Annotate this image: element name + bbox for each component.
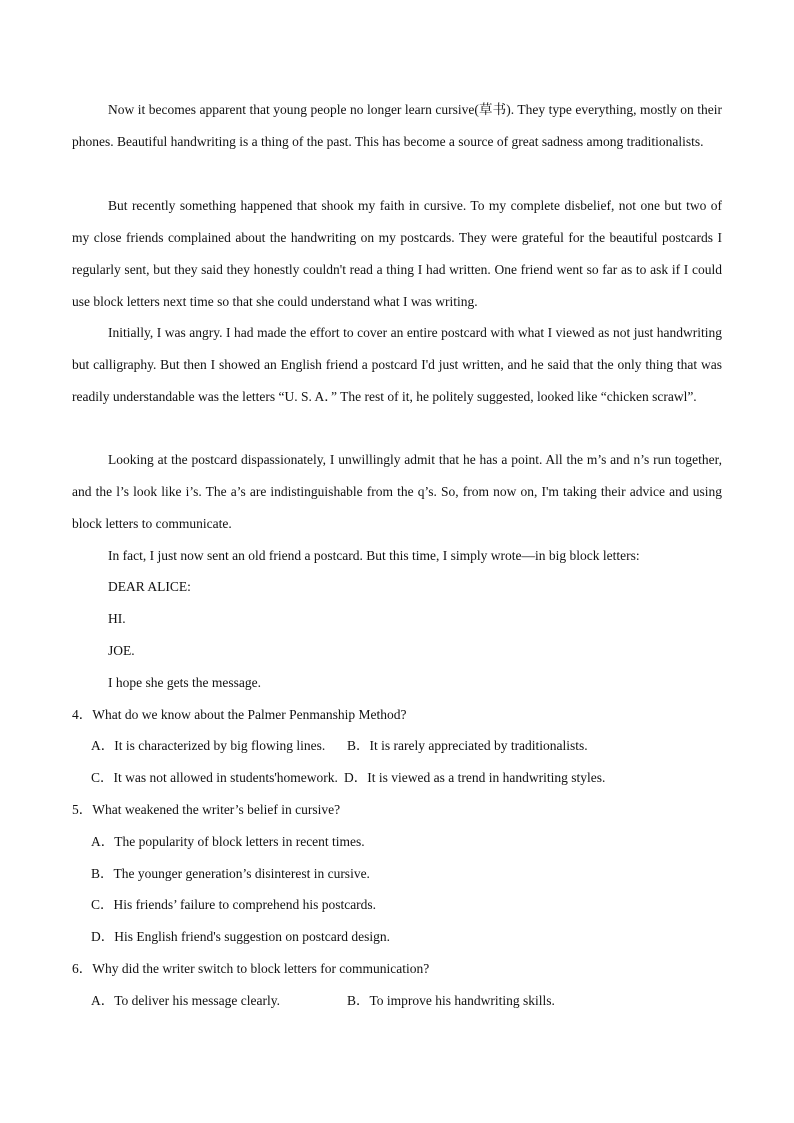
passage-paragraph-1: Now it becomes apparent that young people no longer learn cursive(草书). They type everything, mostly on their phones. Beautiful handwriting is a thing of the past. This has become a source of great sadness among traditionalists. — [72, 102, 722, 149]
question-4-stem: 4．What do we know about the Palmer Penmanship Method? — [72, 707, 407, 722]
question-4-option-c[interactable]: C．It was not allowed in students'homework. — [91, 770, 338, 785]
question-6-stem: 6．Why did the writer switch to block letters for communication? — [72, 961, 430, 976]
question-4-option-a[interactable]: A．It is characterized by big flowing lines. — [91, 738, 326, 753]
question-5-stem: 5．What weakened the writer’s belief in cursive? — [72, 802, 341, 817]
passage-paragraph-4: Looking at the postcard dispassionately, I unwillingly admit that he has a point. All the m’s and n’s run together, and the l’s look like i’s. The a’s are indistinguishable from the q’s. So, from now on, I'm taking their advice and using block letters to communicate. — [72, 452, 722, 531]
postcard-greeting: DEAR ALICE: — [108, 579, 191, 594]
question-6-option-a[interactable]: A．To deliver his message clearly. — [91, 993, 280, 1008]
question-5-option-c[interactable]: C．His friends’ failure to comprehend his postcards. — [91, 897, 377, 912]
passage-paragraph-2: But recently something happened that shook my faith in cursive. To my complete disbelief, not one but two of my close friends complained about the handwriting on my postcards. They were grateful for the beautiful postcards I regularly sent, but they said they honestly couldn't read a thing I had written. One friend went so far as to ask if I could use block letters next time so that she could understand what I was writing. — [72, 198, 722, 309]
question-5-option-d[interactable]: D．His English friend's suggestion on postcard design. — [91, 929, 391, 944]
question-6-option-b[interactable]: B．To improve his handwriting skills. — [347, 993, 555, 1008]
postcard-message: HI. — [108, 611, 126, 626]
question-5-option-b[interactable]: B．The younger generation’s disinterest in cursive. — [91, 866, 370, 881]
question-5-option-a[interactable]: A．The popularity of block letters in recent times. — [91, 834, 365, 849]
question-4-option-d[interactable]: D．It is viewed as a trend in handwriting styles. — [344, 770, 606, 785]
postcard-signature: JOE. — [108, 643, 135, 658]
passage-closing-line: I hope she gets the message. — [108, 675, 261, 690]
passage-paragraph-3: Initially, I was angry. I had made the effort to cover an entire postcard with what I viewed as not just handwriting but calligraphy. But then I showed an English friend a postcard I'd just written, and he said that the only thing that was readily understandable was the letters “U. S. A．” The rest of it, he politely suggested, looked like “chicken scrawl”. — [72, 325, 722, 404]
passage-paragraph-5: In fact, I just now sent an old friend a postcard. But this time, I simply wrote—in big block letters: — [108, 548, 640, 563]
question-4-option-b[interactable]: B．It is rarely appreciated by traditionalists. — [347, 738, 588, 753]
